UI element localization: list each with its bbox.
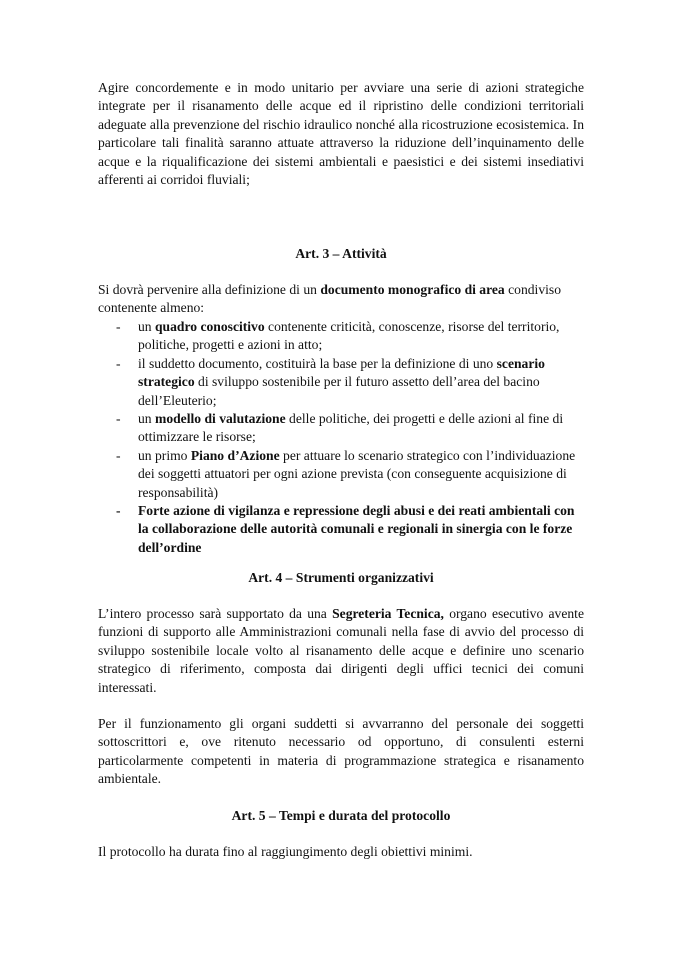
list-item bbox=[98, 502, 584, 557]
dash-bullet: - bbox=[116, 411, 121, 427]
art4-paragraph-2: Per il funzionamento gli organi suddetti si avvarranno del personale dei soggetti sottoscrittori e, ove ritenuto necessario od opportuno, di consulenti esterni particolarmente competenti in materia di programmazione strategica e risanamento ambientale. bbox=[98, 716, 584, 787]
item-bold-text: scenario strategico bbox=[138, 355, 545, 390]
art4-p1-text: organo esecutivo avente funzioni di supporto alle Amministrazioni comunali nella fase di avvio del processo di sviluppo sostenibile locale volto al risanamento delle acque e definire uno scenario strategico di riferimento, composta dai dirigenti degli uffici tecnici dei comuni interessati. bbox=[98, 606, 584, 695]
intro-paragraph: Agire concordemente e in modo unitario per avviare una serie di azioni strategiche integrate per il risanamento delle acque ed il ripristino delle condizioni territoriali adeguate alla prevenzione del rischio idraulico nonché alla ricostruzione ecosistemica. In particolare tali finalità saranno attuate attraverso la riduzione dell’inquinamento delle acque e la riqualificazione dei sistemi ambientali e paesistici e dei sistemi insediativi afferenti ai corridoi fluviali; bbox=[98, 80, 584, 188]
art3-lead-text-1: Si dovrà pervenire alla definizione di un bbox=[98, 282, 321, 297]
item-text: delle politiche, dei progetti e delle azioni al fine di ottimizzare le risorse; bbox=[138, 411, 564, 445]
art3-heading: Art. 3 – Attività bbox=[295, 246, 387, 261]
art5-paragraph-1: Il protocollo ha durata fino al raggiungimento degli obiettivi minimi. bbox=[98, 844, 473, 859]
item-text: per attuare lo scenario strategico con l’individuazione dei soggetti attuatori per ogni azione prevista (con conseguente acquisizione di responsabilità) bbox=[138, 447, 576, 500]
art4-paragraph-1 bbox=[98, 605, 584, 697]
art3-lead-bold: documento monografico di area bbox=[320, 282, 505, 297]
item-bold-text: Forte azione di vigilanza e repressione degli abusi e dei reati ambientali con la collaborazione delle autorità comunali e regionali in sinergia con le forze dell’ordine bbox=[138, 503, 575, 555]
item-text: un bbox=[138, 411, 155, 427]
item-bold-text: Piano d’Azione bbox=[190, 447, 280, 463]
item-bold-text: quadro conoscitivo bbox=[155, 319, 265, 334]
list-item bbox=[98, 447, 584, 502]
art4-heading: Art. 4 – Strumenti organizzativi bbox=[248, 570, 434, 585]
dash-bullet: - bbox=[116, 319, 121, 334]
item-text: contenente criticità, conoscenze, risorse del territorio, politiche, progetti e azioni in atto; bbox=[138, 319, 560, 353]
art5-heading: Art. 5 – Tempi e durata del protocollo bbox=[231, 808, 451, 823]
art3-activity-list bbox=[98, 318, 584, 557]
art4-p1-text: L’intero processo sarà supportato da una bbox=[98, 606, 333, 621]
dash-bullet: - bbox=[116, 355, 121, 371]
item-bold-text: modello di valutazione bbox=[155, 411, 286, 427]
art4-p1-bold: Segreteria Tecnica, bbox=[332, 606, 444, 621]
item-text: un primo bbox=[138, 447, 191, 463]
list-item bbox=[98, 318, 584, 355]
art3-lead-paragraph bbox=[98, 281, 584, 318]
art3-lead-text-2: condiviso contenente almeno: bbox=[98, 282, 561, 316]
dash-bullet: - bbox=[116, 447, 121, 463]
list-item bbox=[98, 410, 584, 447]
item-text: un bbox=[138, 319, 155, 334]
item-text: il suddetto documento, costituirà la base per la definizione di uno bbox=[138, 355, 497, 371]
list-item bbox=[98, 355, 584, 410]
dash-bullet: - bbox=[116, 503, 121, 519]
item-text: di sviluppo sostenibile per il futuro assetto dell’area del bacino dell’Eleuterio; bbox=[138, 374, 540, 408]
